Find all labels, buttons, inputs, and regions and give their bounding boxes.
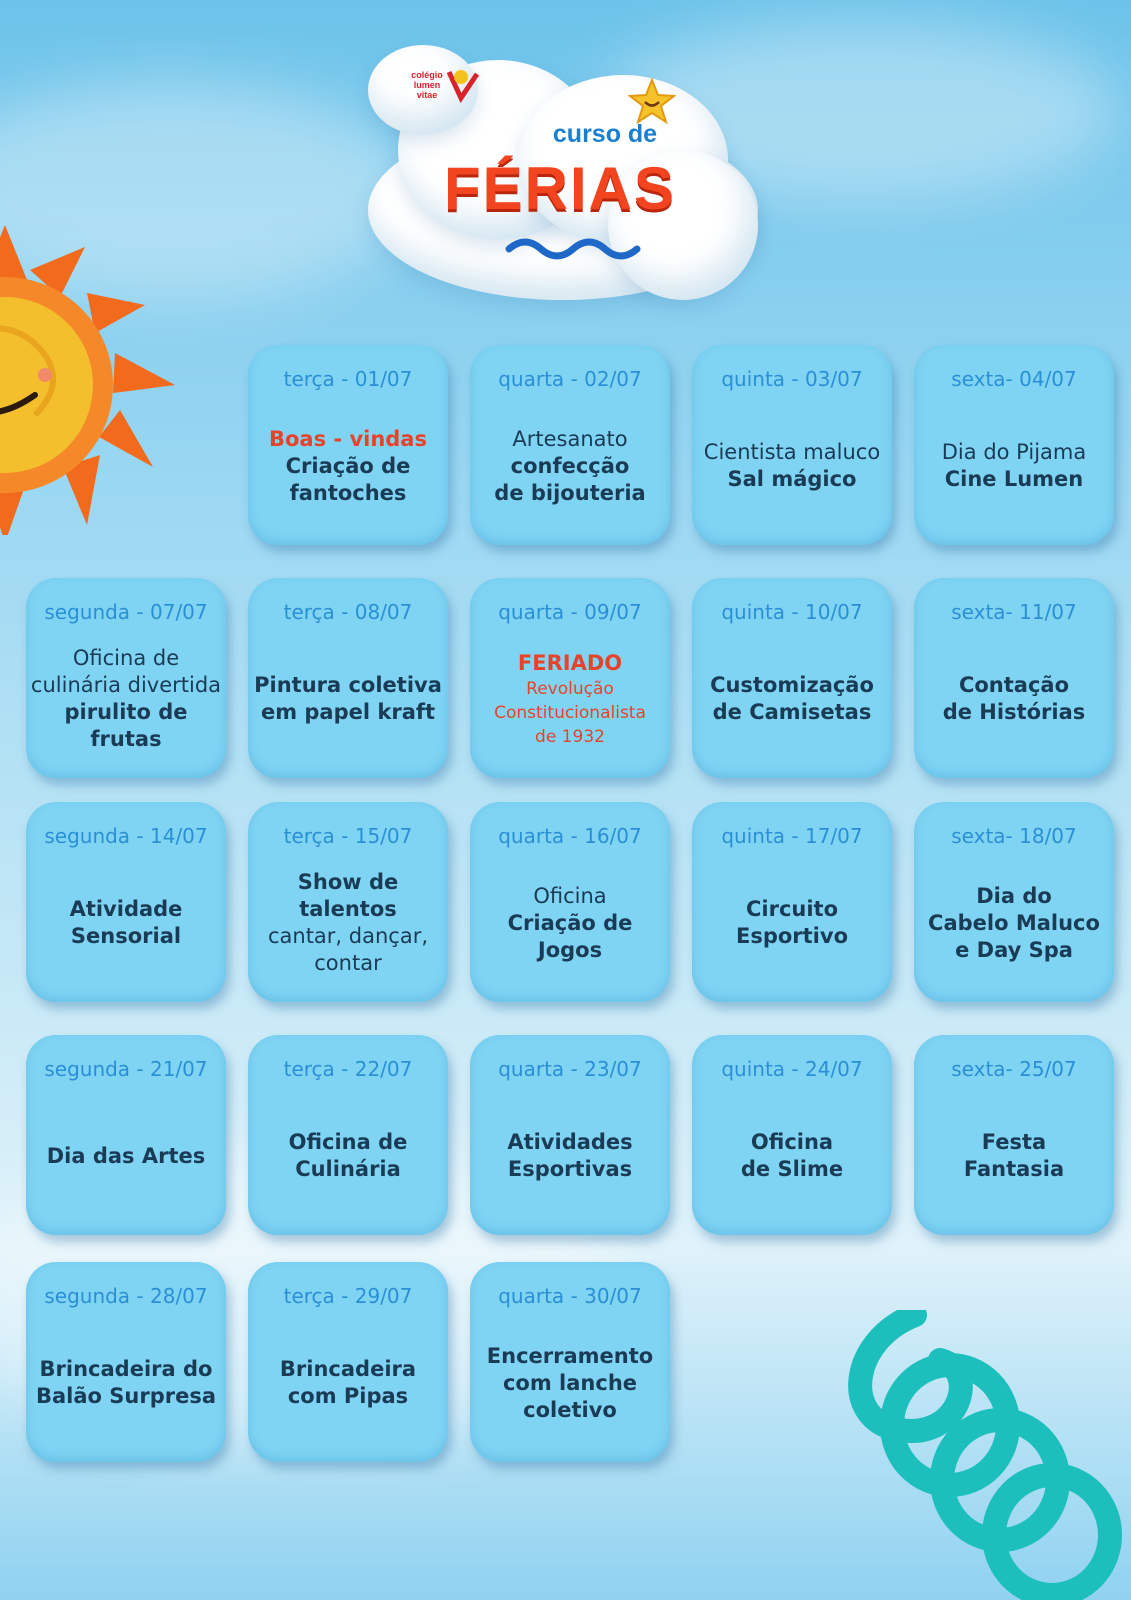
day-card [692, 578, 892, 778]
day-activity [30, 850, 222, 996]
activity-line: Show de talentos [297, 870, 399, 921]
activity-line: Brincadeira [279, 1357, 417, 1381]
day-card [692, 1035, 892, 1235]
activity-line: Artesanato [512, 426, 628, 451]
day-date: terça - 22/07 [283, 1057, 413, 1081]
activity-line: fantoches [289, 480, 407, 505]
activity-line: com Pipas [287, 1384, 409, 1408]
day-activity [252, 850, 444, 996]
activity-line: Festa [981, 1130, 1047, 1154]
day-date: quarta - 30/07 [498, 1284, 642, 1308]
activity-line: de Slime [740, 1157, 844, 1181]
activity-line: Dia das Artes [46, 1143, 206, 1168]
day-card [248, 1262, 448, 1462]
activity-line: Customização [710, 673, 874, 697]
day-activity [252, 393, 444, 539]
logo-icon [405, 68, 477, 108]
day-date: segunda - 14/07 [44, 824, 208, 848]
day-card [26, 1262, 226, 1462]
activity-line: pirulito de frutas [64, 700, 188, 751]
activity-line: Criação de [285, 453, 411, 478]
day-card [470, 1262, 670, 1462]
activity-line: Constitucionalista [494, 702, 646, 723]
day-date: terça - 15/07 [283, 824, 413, 848]
day-activity [474, 1083, 666, 1229]
activity-line: FERIADO [517, 650, 623, 675]
activity-line: com lanche [502, 1370, 638, 1395]
day-date: segunda - 21/07 [44, 1057, 208, 1081]
activity-line: Dia do [976, 883, 1052, 908]
activity-line: Oficina [533, 883, 607, 908]
page-title: FÉRIAS [443, 155, 677, 222]
activity-line: Dia do Pijama [941, 440, 1087, 464]
day-activity [474, 393, 666, 539]
day-card [470, 1035, 670, 1235]
day-activity [918, 1083, 1110, 1229]
activity-line: Revolução [526, 678, 614, 699]
activity-line: Contação [958, 673, 1070, 697]
day-date: sexta- 04/07 [951, 367, 1077, 391]
day-date: segunda - 28/07 [44, 1284, 208, 1308]
activity-line: culinária divertida [30, 673, 222, 697]
activity-line: de Camisetas [712, 700, 872, 724]
day-date: quinta - 24/07 [721, 1057, 863, 1081]
day-date: quarta - 16/07 [498, 824, 642, 848]
day-date: segunda - 07/07 [44, 600, 208, 624]
star-icon [628, 78, 676, 124]
activity-line: Sal mágico [727, 467, 857, 491]
day-activity [252, 1310, 444, 1456]
activity-line: contar [314, 951, 382, 975]
day-card [692, 345, 892, 545]
day-card [470, 802, 670, 1002]
day-activity [696, 626, 888, 772]
activity-line: Fantasia [963, 1157, 1065, 1181]
day-card [914, 345, 1114, 545]
activity-line: Esportivo [735, 924, 848, 948]
header-subtitle: curso de [552, 120, 658, 148]
activity-line: Cine Lumen [944, 467, 1084, 491]
day-activity [474, 626, 666, 772]
activity-line: Sensorial [70, 924, 182, 948]
activity-line: Cabelo Maluco [928, 910, 1100, 935]
day-activity [918, 393, 1110, 539]
day-date: quarta - 09/07 [498, 600, 642, 624]
day-card [248, 345, 448, 545]
activity-line: Cientista maluco [703, 440, 881, 464]
day-activity [696, 393, 888, 539]
day-date: quinta - 17/07 [721, 824, 863, 848]
day-activity [30, 626, 222, 772]
wave-icon [505, 233, 645, 261]
day-activity [252, 626, 444, 772]
activity-line: Oficina de [72, 646, 180, 670]
day-card [248, 802, 448, 1002]
day-card [26, 578, 226, 778]
day-date: terça - 01/07 [283, 367, 413, 391]
activity-line: Oficina [750, 1130, 834, 1154]
activity-line: Brincadeira do [39, 1357, 213, 1381]
activity-line: Encerramento [486, 1343, 654, 1368]
logo-text: colégio lumen vitae [411, 70, 443, 100]
activity-line: de bijouteria [494, 480, 646, 505]
day-date: terça - 08/07 [283, 600, 413, 624]
day-card [470, 578, 670, 778]
day-card [914, 802, 1114, 1002]
activity-line: Atividade [69, 897, 183, 921]
day-activity [474, 850, 666, 996]
day-card [248, 578, 448, 778]
activity-line: de 1932 [535, 726, 605, 747]
day-date: sexta- 25/07 [951, 1057, 1077, 1081]
sun-icon [0, 215, 190, 535]
day-card [914, 1035, 1114, 1235]
day-card [914, 578, 1114, 778]
activity-line: Boas - vindas [269, 426, 427, 451]
day-card [248, 1035, 448, 1235]
day-activity [252, 1083, 444, 1229]
spring-icon [840, 1310, 1131, 1600]
activity-line: Balão Surpresa [35, 1384, 217, 1408]
day-card [470, 345, 670, 545]
day-date: sexta- 11/07 [951, 600, 1077, 624]
activity-line: Culinária [295, 1157, 401, 1181]
day-activity [30, 1083, 222, 1229]
day-card [26, 1035, 226, 1235]
activity-line: coletivo [523, 1397, 617, 1422]
activity-line: de Histórias [942, 700, 1086, 724]
activity-line: cantar, dançar, [267, 924, 429, 948]
day-activity [30, 1310, 222, 1456]
activity-line: confecção [510, 453, 630, 478]
activity-line: e Day Spa [955, 937, 1073, 962]
day-activity [696, 850, 888, 996]
day-date: sexta- 18/07 [951, 824, 1077, 848]
day-activity [696, 1083, 888, 1229]
activity-line: Atividades [507, 1130, 633, 1154]
day-card [26, 802, 226, 1002]
day-activity [918, 850, 1110, 996]
day-date: quinta - 03/07 [721, 367, 863, 391]
activity-line: Oficina de [288, 1130, 408, 1154]
activity-line: Esportivas [507, 1157, 633, 1181]
activity-line: Pintura coletiva [254, 673, 442, 697]
day-date: quarta - 02/07 [498, 367, 642, 391]
day-activity [918, 626, 1110, 772]
day-card [692, 802, 892, 1002]
activity-line: Circuito [745, 897, 839, 921]
day-date: quinta - 10/07 [721, 600, 863, 624]
day-activity [474, 1310, 666, 1456]
day-date: terça - 29/07 [283, 1284, 413, 1308]
activity-line: em papel kraft [260, 700, 436, 724]
activity-line: Criação de Jogos [507, 910, 633, 962]
day-date: quarta - 23/07 [498, 1057, 642, 1081]
